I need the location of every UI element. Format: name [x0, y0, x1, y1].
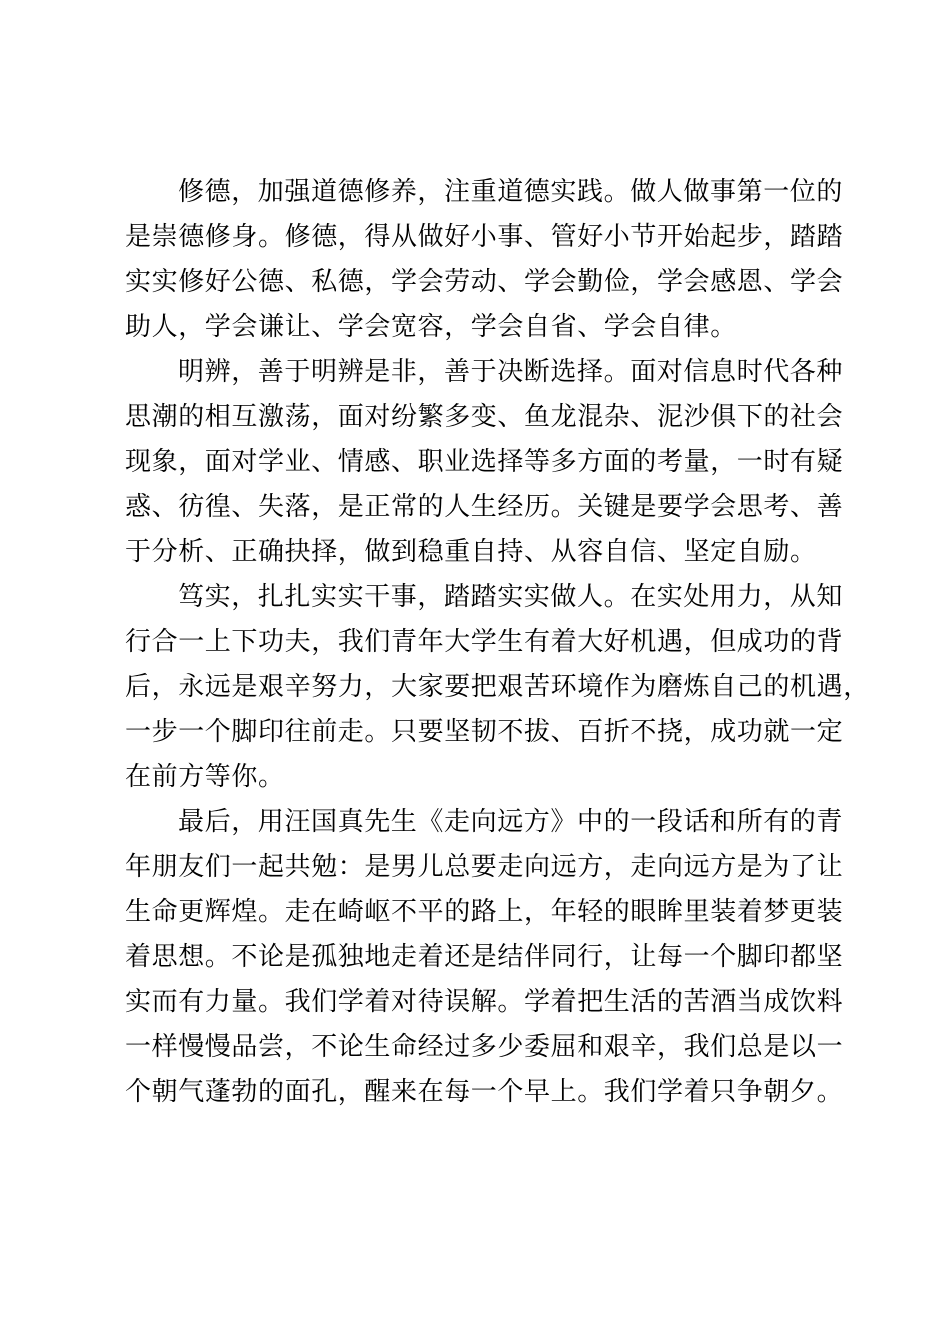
text-line: 惑、彷徨、失落，是正常的人生经历。关键是要学会思考、善	[125, 492, 844, 522]
text-line: 思潮的相互激荡，面对纷繁多变、鱼龙混杂、泥沙俱下的社会	[125, 402, 844, 432]
text-line: 笃实，扎扎实实干事，踏踏实实做人。在实处用力，从知	[178, 582, 844, 612]
text-line: 生命更辉煌。走在崎岖不平的路上，年轻的眼眸里装着梦更装	[125, 897, 844, 927]
text-line: 年朋友们一起共勉：是男儿总要走向远方，走向远方是为了让	[125, 852, 844, 882]
text-line: 着思想。不论是孤独地走着还是结伴同行，让每一个脚印都坚	[125, 942, 844, 972]
text-line: 实实修好公德、私德，学会劳动、学会勤俭，学会感恩、学会	[125, 267, 844, 297]
text-line: 后，永远是艰辛努力，大家要把艰苦环境作为磨炼自己的机遇，	[125, 672, 870, 702]
text-line: 助人，学会谦让、学会宽容，学会自省、学会自律。	[125, 312, 737, 342]
text-line: 个朝气蓬勃的面孔，醒来在每一个早上。我们学着只争朝夕。	[125, 1077, 844, 1107]
paragraph-xiude	[125, 170, 844, 350]
text-line: 一步一个脚印往前走。只要坚韧不拔、百折不挠，成功就一定	[125, 717, 844, 747]
text-line: 现象，面对学业、情感、职业选择等多方面的考量，一时有疑	[125, 447, 844, 477]
text-line: 行合一上下功夫，我们青年大学生有着大好机遇，但成功的背	[125, 627, 844, 657]
text-line: 明辨，善于明辨是非，善于决断选择。面对信息时代各种	[178, 357, 844, 387]
text-line: 修德，加强道德修养，注重道德实践。做人做事第一位的	[178, 177, 844, 207]
paragraph-mingbian	[125, 350, 844, 575]
text-line: 在前方等你。	[125, 762, 285, 792]
paragraph-dushi	[125, 575, 870, 800]
text-line: 一样慢慢品尝，不论生命经过多少委屈和艰辛，我们总是以一	[125, 1032, 844, 1062]
text-line: 是崇德修身。修德，得从做好小事、管好小节开始起步，踏踏	[125, 222, 844, 252]
paragraph-zuihou	[125, 800, 844, 1115]
text-line: 实而有力量。我们学着对待误解。学着把生活的苦酒当成饮料	[125, 987, 844, 1017]
body-text	[125, 170, 870, 1115]
text-line: 于分析、正确抉择，做到稳重自持、从容自信、坚定自励。	[125, 537, 817, 567]
text-line: 最后，用汪国真先生《走向远方》中的一段话和所有的青	[178, 807, 844, 837]
